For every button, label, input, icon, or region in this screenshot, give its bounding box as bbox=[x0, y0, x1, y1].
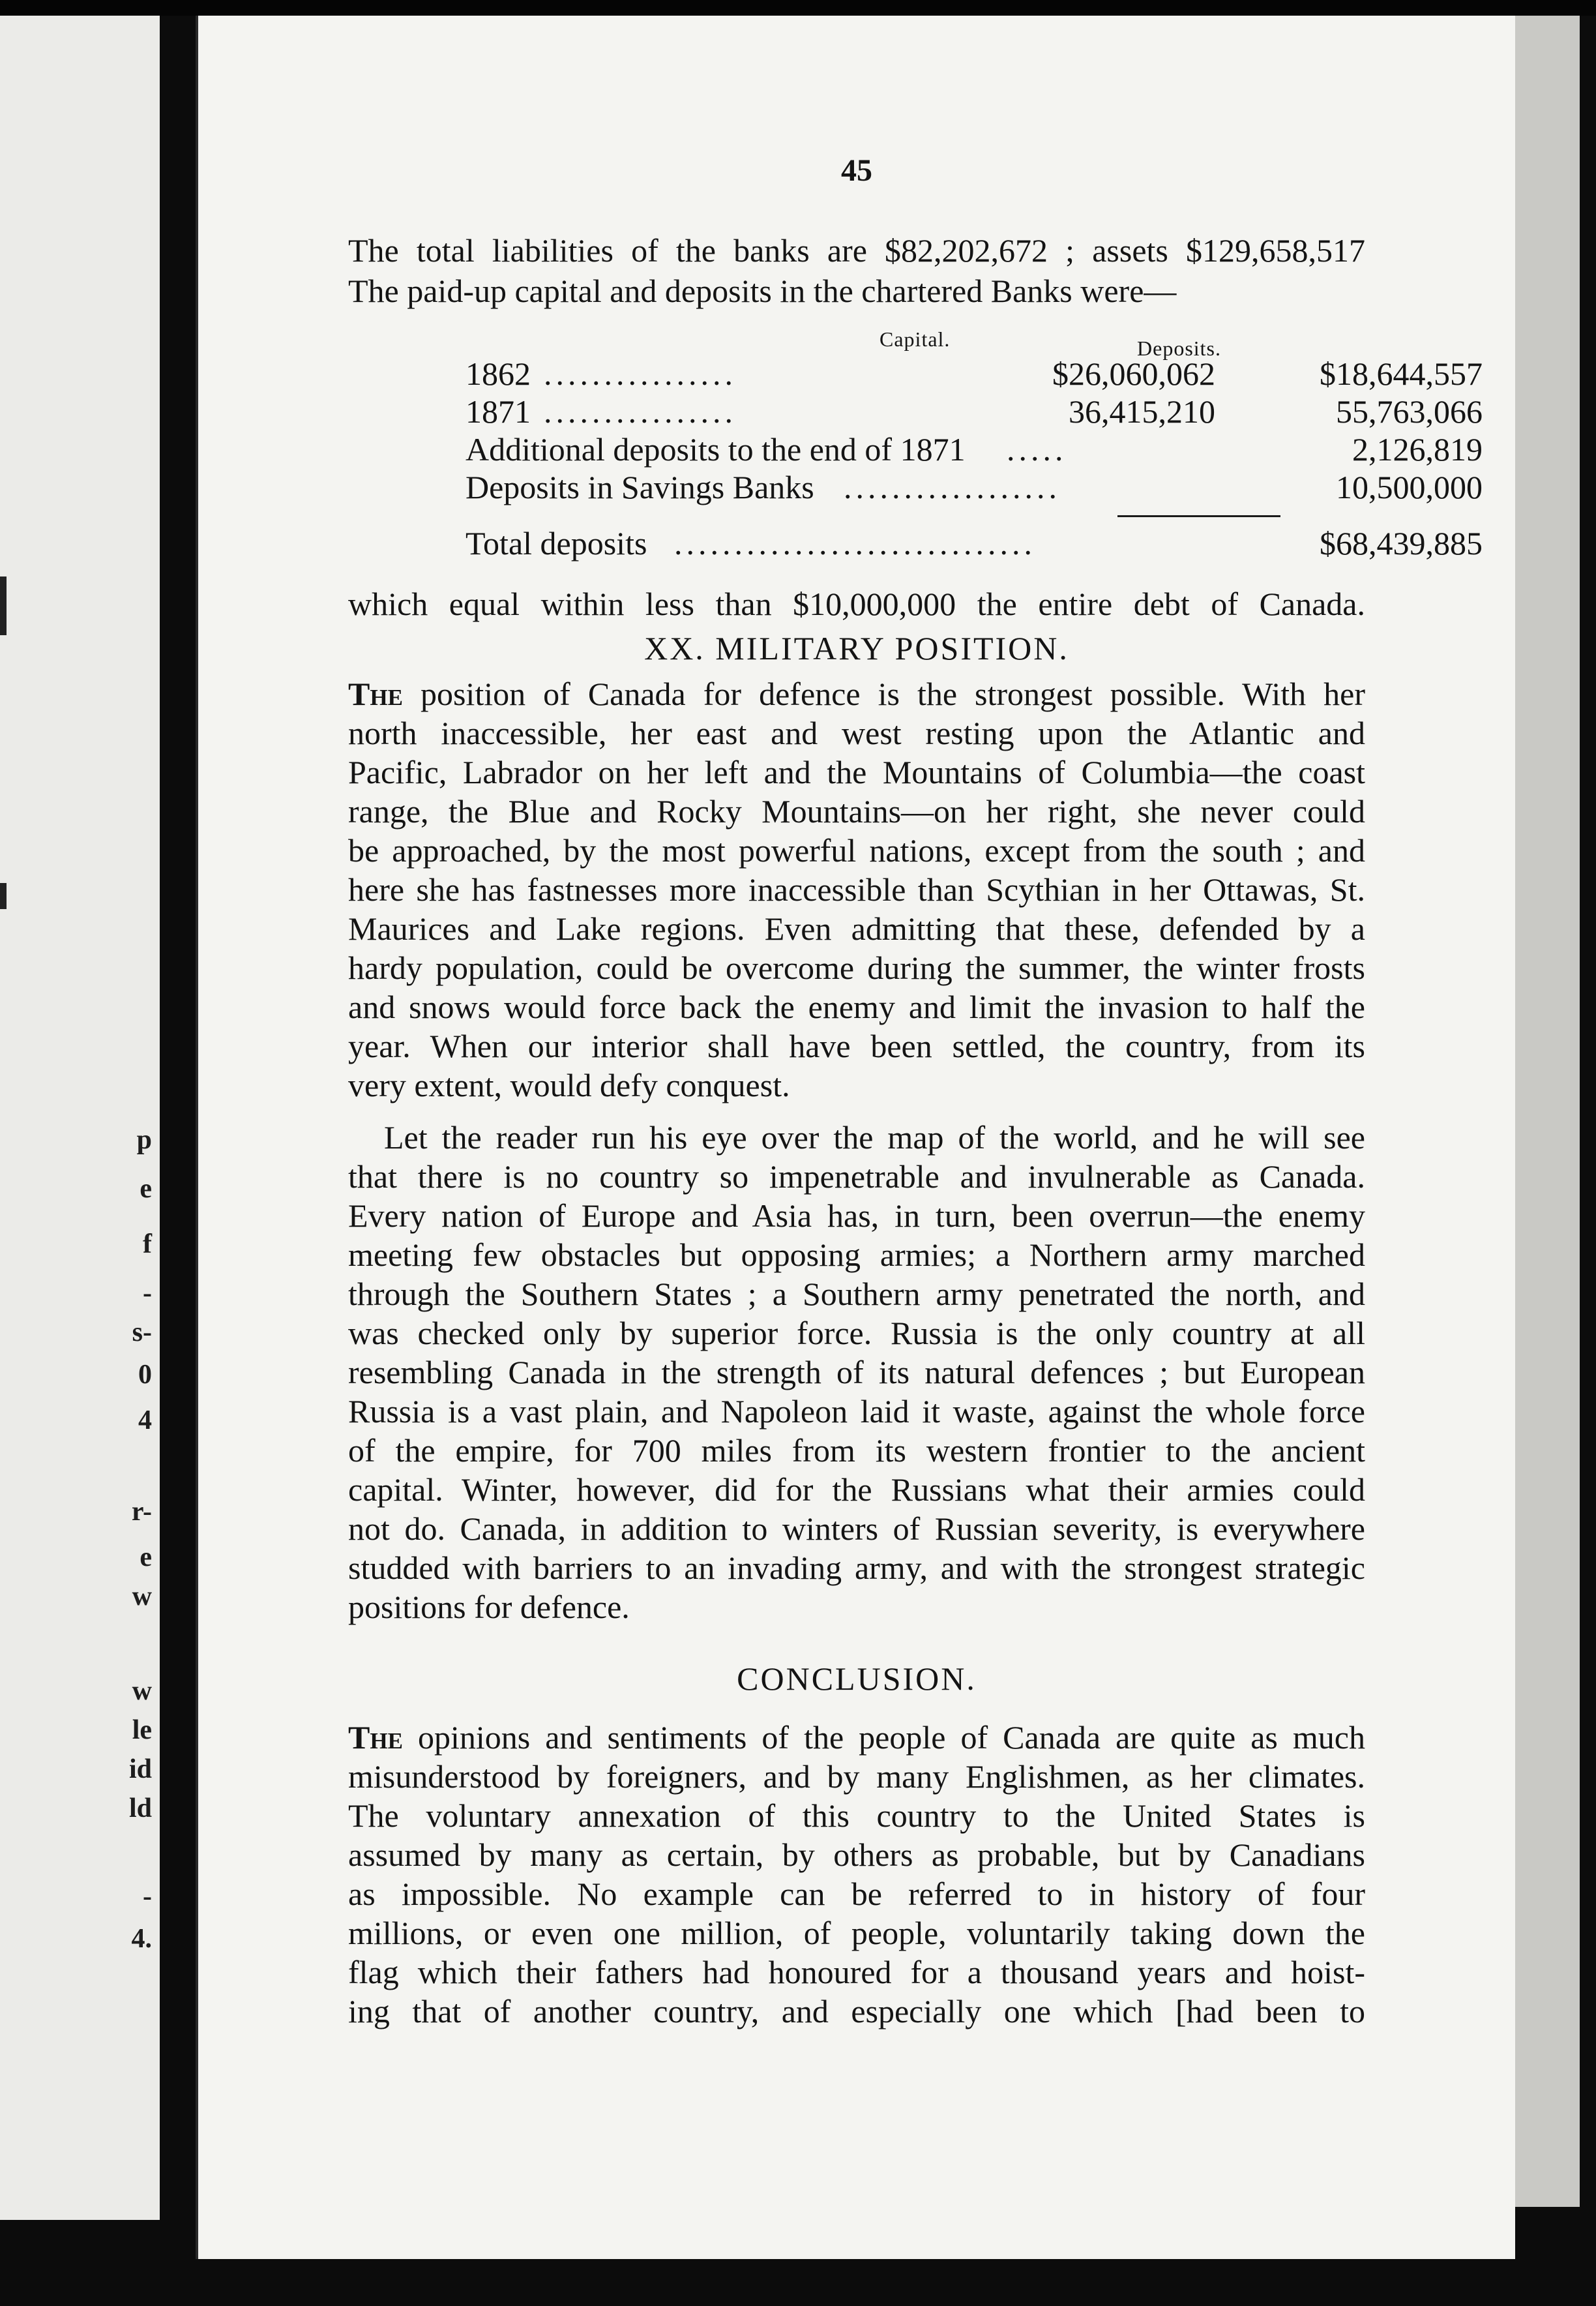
text-line: assumed by many as certain, by others as probable, but by Canadians bbox=[348, 1836, 1365, 1873]
text-line: The position of Canada for defence is the strongest possible. With her bbox=[348, 676, 1366, 712]
table-row bbox=[466, 468, 1483, 506]
text-line: be approached, by the most powerful nations, except from the south ; and bbox=[348, 832, 1365, 869]
facing-text-fragment: le bbox=[132, 1715, 152, 1745]
text-line: resembling Canada in the strength of its natural defences ; but European bbox=[348, 1354, 1365, 1390]
facing-text-fragment: w bbox=[132, 1676, 152, 1706]
page-number: 45 bbox=[841, 153, 872, 188]
text-line: which equal within less than $10,000,000 the entire debt of Canada. bbox=[348, 586, 1365, 622]
text-line: ing that of another country, and especially one which [had been to bbox=[348, 1993, 1365, 2029]
text-line: through the Southern States ; a Southern army penetrated the north, and bbox=[348, 1276, 1365, 1312]
conclusion-heading: CONCLUSION. bbox=[737, 1660, 977, 1697]
text-line: millions, or even one million, of people, voluntarily taking down the bbox=[348, 1915, 1365, 1951]
row-label: 1862 bbox=[466, 355, 531, 392]
text-line: hardy population, could be overcome during the summer, the winter frosts bbox=[348, 950, 1365, 986]
text-line: meeting few obstacles but opposing armies; a Northern army marched bbox=[348, 1236, 1365, 1273]
text-line: positions for defence. bbox=[348, 1589, 630, 1625]
scan-mark bbox=[0, 883, 7, 909]
table-row bbox=[466, 355, 1483, 393]
text-line: The opinions and sentiments of the people of Canada are quite as much bbox=[348, 1719, 1366, 1756]
row-deposits: $18,644,557 bbox=[1320, 355, 1483, 392]
row-label: Deposits in Savings Banks bbox=[466, 469, 814, 505]
text-line: capital. Winter, however, did for the Russians what their armies could bbox=[348, 1471, 1365, 1508]
facing-text-fragment: r- bbox=[131, 1497, 152, 1527]
table-header-deposits: Deposits. bbox=[1137, 337, 1221, 360]
facing-text-fragment: p bbox=[136, 1125, 152, 1155]
text-line: Let the reader run his eye over the map of the world, and he will see bbox=[384, 1119, 1365, 1156]
row-deposits: 55,763,066 bbox=[1336, 393, 1483, 430]
section-heading: XX. MILITARY POSITION. bbox=[644, 630, 1069, 666]
text-line: studded with barriers to an invading army, and with the strongest strategic bbox=[348, 1550, 1365, 1586]
dot-leader: ................ bbox=[544, 393, 737, 430]
row-deposits: 2,126,819 bbox=[1352, 431, 1483, 468]
facing-text-fragment: 4 bbox=[138, 1405, 152, 1435]
row-label: Additional deposits to the end of 1871 bbox=[466, 431, 966, 468]
text-line: Pacific, Labrador on her left and the Mountains of Columbia—the coast bbox=[348, 754, 1365, 790]
row-deposits: 10,500,000 bbox=[1336, 469, 1483, 505]
book-page bbox=[196, 16, 1515, 2259]
table-total-row bbox=[466, 524, 1483, 562]
dot-leader: ................ bbox=[544, 355, 737, 392]
total-label: Total deposits bbox=[466, 525, 647, 562]
facing-text-fragment: e bbox=[140, 1542, 152, 1572]
text-line: north inaccessible, her east and west resting upon the Atlantic and bbox=[348, 715, 1365, 751]
table-header-capital: Capital. bbox=[879, 327, 951, 351]
table-row bbox=[466, 393, 1483, 430]
text-line: misunderstood by foreigners, and by many Englishmen, as her climates. bbox=[348, 1758, 1365, 1795]
scan-mark bbox=[0, 576, 7, 635]
table-row bbox=[466, 430, 1483, 468]
text-line: very extent, would defy conquest. bbox=[348, 1067, 790, 1103]
facing-text-fragment: s- bbox=[132, 1317, 152, 1347]
text-line: Every nation of Europe and Asia has, in turn, been overrun—the enemy bbox=[348, 1197, 1365, 1234]
facing-text-fragment: ld bbox=[128, 1793, 152, 1823]
text-line: Maurices and Lake regions. Even admitting that these, defended by a bbox=[348, 910, 1365, 947]
facing-text-fragment: - bbox=[143, 1881, 152, 1911]
row-capital: $26,060,062 bbox=[1052, 355, 1215, 392]
dot-leader: ..... bbox=[1007, 431, 1067, 468]
row-label: 1871 bbox=[466, 393, 531, 430]
text-line: not do. Canada, in addition to winters of Russian severity, is everywhere bbox=[348, 1510, 1365, 1547]
dot-leader: .............................. bbox=[674, 525, 1036, 562]
text-line: flag which their fathers had honoured for a thousand years and hoist- bbox=[348, 1954, 1365, 1990]
text-line: here she has fastnesses more inaccessible than Scythian in her Ottawas, St. bbox=[348, 871, 1365, 908]
dot-leader: .................. bbox=[844, 469, 1061, 505]
facing-text-fragment: f bbox=[143, 1229, 152, 1259]
text-line: The voluntary annexation of this country to the United States is bbox=[348, 1797, 1365, 1834]
facing-text-fragment: 0 bbox=[138, 1360, 152, 1390]
facing-text-fragment: 4. bbox=[131, 1924, 152, 1954]
facing-text-fragment: e bbox=[140, 1174, 152, 1204]
facing-page-edge bbox=[0, 16, 160, 2220]
text-line: The total liabilities of the banks are $82,202,672 ; assets $129,658,517 bbox=[348, 232, 1365, 269]
text-line: was checked only by superior force. Russia is the only country at all bbox=[348, 1315, 1365, 1351]
facing-text-fragment: id bbox=[128, 1754, 152, 1784]
text-line: that there is no country so impenetrable and invulnerable as Canada. bbox=[348, 1158, 1365, 1195]
total-rule bbox=[1117, 515, 1280, 517]
row-capital: 36,415,210 bbox=[1069, 393, 1215, 430]
facing-text-fragment: - bbox=[143, 1278, 152, 1308]
paragraph-lead-word: The bbox=[348, 1719, 403, 1756]
paragraph-lead-word: The bbox=[348, 676, 403, 712]
text-line: year. When our interior shall have been settled, the country, from its bbox=[348, 1028, 1365, 1064]
text-line: Russia is a vast plain, and Napoleon laid it waste, against the whole force bbox=[348, 1393, 1365, 1430]
text-line: of the empire, for 700 miles from its western frontier to the ancient bbox=[348, 1432, 1365, 1469]
total-value: $68,439,885 bbox=[1320, 525, 1483, 562]
text-line: as impossible. No example can be referred to in history of four bbox=[348, 1876, 1365, 1912]
text-line: The paid-up capital and deposits in the chartered Banks were— bbox=[348, 273, 1177, 309]
facing-text-fragment: w bbox=[132, 1581, 152, 1611]
text-line: range, the Blue and Rocky Mountains—on her right, she never could bbox=[348, 793, 1365, 830]
text-line: and snows would force back the enemy and limit the invasion to half the bbox=[348, 989, 1365, 1025]
scan-border-top bbox=[0, 0, 1596, 16]
